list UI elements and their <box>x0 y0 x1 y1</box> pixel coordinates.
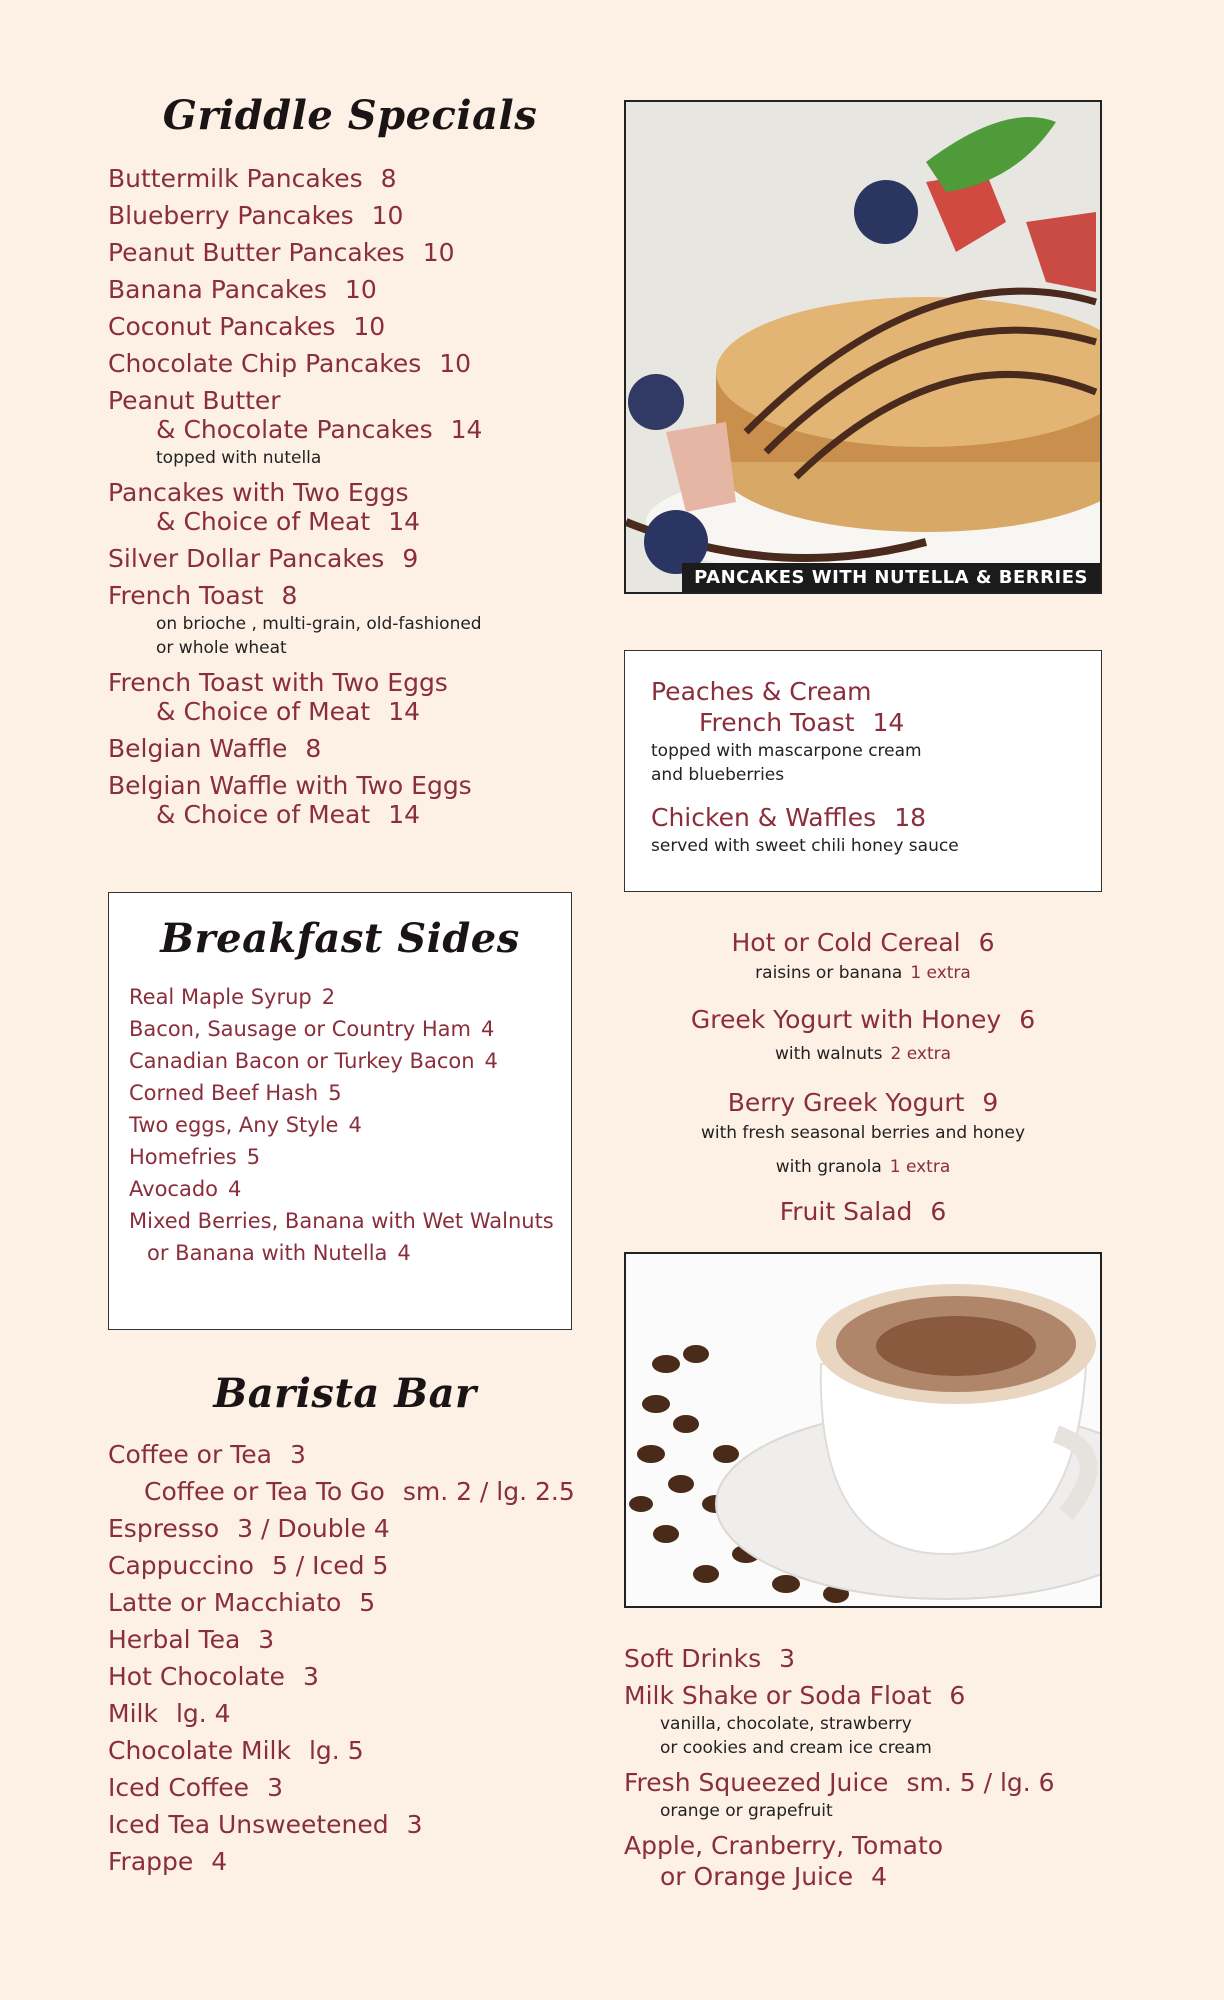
photo-caption: PANCAKES WITH NUTELLA & BERRIES <box>682 563 1100 592</box>
list-item: Hot Chocolate 3 <box>108 1662 319 1691</box>
list-item: Silver Dollar Pancakes 9 <box>108 544 419 573</box>
list-item: Chocolate Milk lg. 5 <box>108 1736 364 1765</box>
pancakes-image <box>626 102 1102 594</box>
list-item: Herbal Tea 3 <box>108 1625 275 1654</box>
coffee-photo <box>624 1252 1102 1608</box>
list-item: French Toast with Two Eggs & Choice of Meat 14 <box>108 668 448 726</box>
list-item: Berry Greek Yogurt 9 <box>727 1088 999 1117</box>
cereal-list: Hot or Cold Cereal 6 raisins or banana 1 extra Greek Yogurt with Honey 6 with walnuts 2 extra Berry Greek Yogurt 9 with fresh seasonal berries and honey with granola 1 extra Fruit Salad 6 <box>624 930 1102 1224</box>
list-item: Chocolate Chip Pancakes 10 <box>108 349 472 378</box>
list-item: Coffee or Tea To Go sm. 2 / lg. 2.5 <box>144 1477 575 1506</box>
barista-list <box>108 1442 575 1886</box>
list-item: Iced Tea Unsweetened 3 <box>108 1810 423 1839</box>
list-item: Pancakes with Two Eggs & Choice of Meat 14 <box>108 478 420 536</box>
list-item: Milk lg. 4 <box>108 1699 231 1728</box>
list-item: Blueberry Pancakes 10 <box>108 201 404 230</box>
sides-heading: Breakfast Sides <box>160 915 520 962</box>
list-item: Belgian Waffle 8 <box>108 734 322 763</box>
sides-list <box>129 987 554 1275</box>
list-item: Fruit Salad 6 <box>779 1197 947 1226</box>
list-item: Fresh Squeezed Juice sm. 5 / lg. 6 <box>624 1768 1055 1797</box>
list-item: Cappuccino 5 / Iced 5 <box>108 1551 389 1580</box>
drinks-list: Soft Drinks 3 Milk Shake or Soda Float 6 vanilla, chocolate, strawberry or cookies and cream ice cream Fresh Squeezed Juice sm. 5 / lg. 6 orange or grapefruit Apple, Cranberry, Tomato or Orange Juice 4 <box>624 1644 1055 1891</box>
list-item: Canadian Bacon or Turkey Bacon 4 <box>129 1049 498 1073</box>
list-item: Iced Coffee 3 <box>108 1773 283 1802</box>
list-item: Greek Yogurt with Honey 6 <box>690 1005 1036 1034</box>
list-item: Hot or Cold Cereal 6 <box>731 928 995 957</box>
coffee-image <box>626 1254 1102 1608</box>
griddle-list <box>108 166 588 839</box>
list-item: Homefries 5 <box>129 1145 261 1169</box>
list-item: or Banana with Nutella 4 <box>147 1241 411 1265</box>
list-item: Banana Pancakes 10 <box>108 275 377 304</box>
list-item: Coffee or Tea 3 <box>108 1440 306 1469</box>
griddle-heading: Griddle Specials <box>162 92 538 139</box>
list-item: Peanut Butter & Chocolate Pancakes 14 topped with nutella <box>108 386 483 468</box>
specials-box: Peaches & Cream French Toast 14 topped with mascarpone cream and blueberries Chicken & Waffles 18 served with sweet chili honey sauce <box>624 650 1102 892</box>
list-item: Mixed Berries, Banana with Wet Walnuts <box>129 1209 554 1233</box>
list-item: Frappe 4 <box>108 1847 228 1876</box>
list-item: Apple, Cranberry, Tomato <box>624 1831 944 1860</box>
list-item: Corned Beef Hash 5 <box>129 1081 342 1105</box>
list-item: Real Maple Syrup 2 <box>129 985 336 1009</box>
list-item: French Toast 8 on brioche , multi-grain, old-fashioned or whole wheat <box>108 581 482 658</box>
list-item: or Orange Juice 4 <box>660 1862 888 1891</box>
list-item: Latte or Macchiato 5 <box>108 1588 376 1617</box>
list-item: Soft Drinks 3 <box>624 1644 796 1673</box>
pancakes-photo <box>624 100 1102 594</box>
barista-heading: Barista Bar <box>213 1370 477 1417</box>
list-item: Peanut Butter Pancakes 10 <box>108 238 455 267</box>
list-item: Bacon, Sausage or Country Ham 4 <box>129 1017 495 1041</box>
list-item: Avocado 4 <box>129 1177 242 1201</box>
list-item: Milk Shake or Soda Float 6 <box>624 1681 966 1710</box>
list-item: Belgian Waffle with Two Eggs & Choice of Meat 14 <box>108 771 472 829</box>
list-item: Two eggs, Any Style 4 <box>129 1113 362 1137</box>
list-item: Coconut Pancakes 10 <box>108 312 386 341</box>
list-item: Buttermilk Pancakes 8 <box>108 164 397 193</box>
breakfast-sides-box <box>108 892 572 1330</box>
list-item: Espresso 3 / Double 4 <box>108 1514 390 1543</box>
